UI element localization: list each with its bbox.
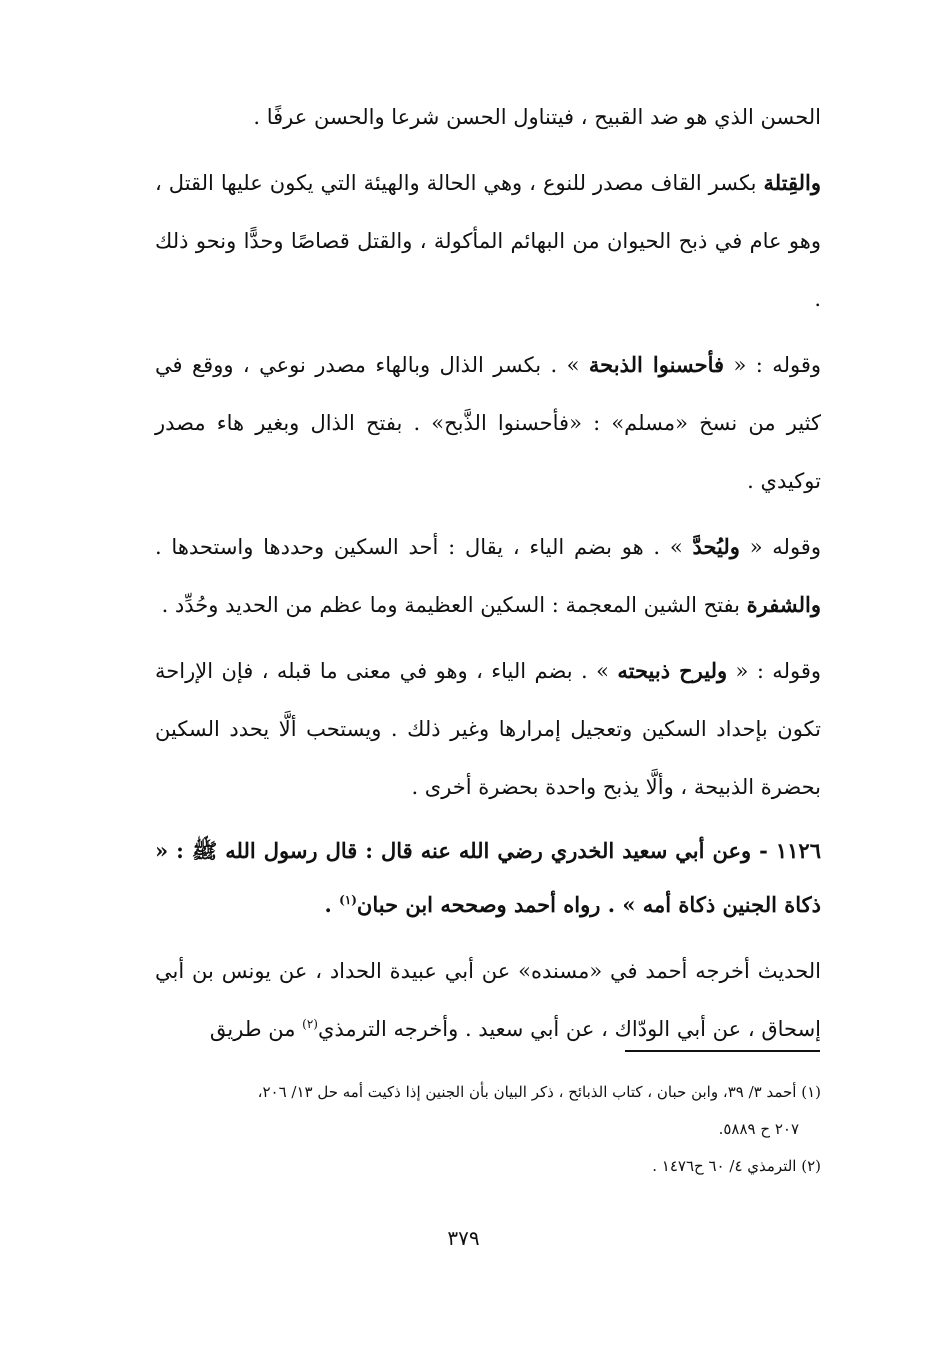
hadith-text: ١١٢٦ - وعن أبي سعيد الخدري رضي الله عنه قال : قال رسول الله ﷺ : « ذكاة الجنين ذكاة أمه » . رواه أحمد وصححه ابن حبان xyxy=(155,838,821,917)
paragraph-yurih-pre: وقوله : « xyxy=(727,659,821,683)
paragraph-0-text: الحسن الذي هو ضد القبيح ، فيتناول الحسن شرعا والحسن عرفًا . xyxy=(253,105,821,129)
hadith-1126 xyxy=(155,824,821,932)
paragraph-qitla xyxy=(155,154,821,328)
footnote-1-continued: ٢٠٧ ح ٥٨٨٩. xyxy=(718,1120,799,1138)
paragraph-qitla-text: بكسر القاف مصدر للنوع ، وهي الحالة والهيئة التي يكون عليها القتل ، وهو عام في ذبح الحيوان من البهائم المأكولة ، والقتل قصاصًا وحدًّا ونحو ذلك . xyxy=(155,171,821,311)
footnote-ref-1[interactable]: (١) xyxy=(339,893,357,907)
term-qitla: والقِتلة xyxy=(763,170,821,195)
term-shafra: والشفرة xyxy=(746,592,821,617)
main-text xyxy=(155,88,821,1066)
quote-yurih: وليرح ذبيحته xyxy=(617,658,728,683)
paragraph-dhibha-pre: وقوله : « xyxy=(724,353,821,377)
footnote-2: (٢) الترمذي ٤/ ٦٠ ح١٤٧٦ . xyxy=(652,1157,821,1175)
paragraph-takhrij-b: من طريق xyxy=(209,1017,303,1041)
quote-dhibha: فأحسنوا الذبحة xyxy=(588,352,725,377)
paragraph-takhrij-a: الحديث أخرجه أحمد في «مسنده» عن أبي عبيدة الحداد ، عن يونس بن أبي إسحاق ، عن أبي الودّاك ، عن أبي سعيد . وأخرجه الترمذي xyxy=(155,959,821,1041)
hadith-end: . xyxy=(324,892,340,917)
paragraph-yuhidd-pre: وقوله « xyxy=(739,535,821,559)
footnote-divider xyxy=(625,1050,820,1052)
paragraph-takhrij xyxy=(155,942,821,1058)
paragraph-yurih-text: » . بضم الياء ، وهو في معنى ما قبله ، فإن الإراحة تكون بإحداد السكين وتعجيل إمرارها وغير ذلك . ويستحب ألَّا يحدد السكين بحضرة الذبيحة ، وألَّا يذبح واحدة بحضرة أخرى . xyxy=(155,659,821,799)
paragraph-0 xyxy=(155,88,821,146)
paragraph-yuhidd xyxy=(155,518,821,634)
footnote-1: (١) أحمد ٣/ ٣٩، وابن حبان ، كتاب الذبائح ، ذكر البيان بأن الجنين إذا ذكيت أمه حل ١٣/ ٢٠٦، xyxy=(257,1083,821,1101)
footnotes xyxy=(155,1074,821,1185)
paragraph-yurih xyxy=(155,642,821,816)
paragraph-yuhidd-mid: » . هو بضم الياء ، يقال : أحد السكين وحددها واستحدها . xyxy=(155,535,693,559)
quote-yuhidd: وليُحدَّ xyxy=(692,534,740,559)
paragraph-dhibha-text: » . بكسر الذال وبالهاء مصدر نوعي ، ووقع في كثير من نسخ «مسلم» : «فأحسنوا الذَّبح» . بفتح الذال وبغير هاء مصدر توكيدي . xyxy=(155,353,821,493)
paragraph-yuhidd-text: بفتح الشين المعجمة : السكين العظيمة وما عظم من الحديد وحُدِّد . xyxy=(161,593,747,617)
paragraph-dhibha xyxy=(155,336,821,510)
page-number: ٣٧٩ xyxy=(447,1226,480,1250)
footnote-ref-2[interactable]: (٢) xyxy=(302,1017,318,1031)
